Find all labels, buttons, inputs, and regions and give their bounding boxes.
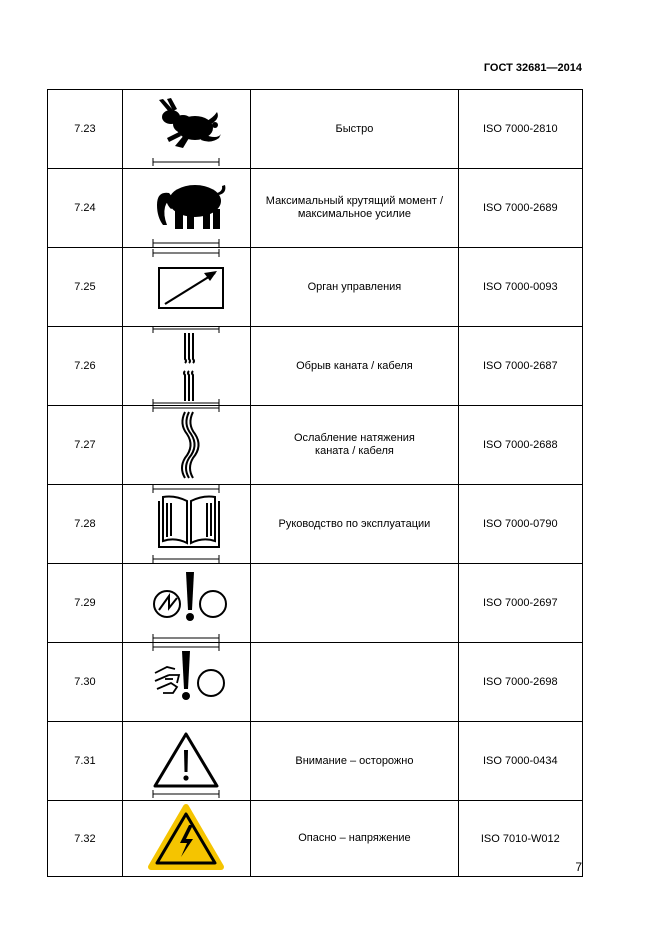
document-header: ГОСТ 32681—2014 [483, 62, 582, 74]
table-row [48, 406, 583, 485]
row-reference: ISO 7000-2688 [458, 406, 582, 485]
row-reference: ISO 7010-W012 [458, 801, 582, 877]
row-description: Руководство по эксплуатации [278, 517, 431, 530]
row-description: Быстро [335, 122, 374, 135]
row-description: Опасно – напряжение [298, 832, 411, 844]
row-reference: ISO 7000-2689 [458, 169, 582, 248]
rope-slack-icon [123, 406, 249, 484]
row-reference: ISO 7000-2697 [458, 564, 582, 643]
row-reference: ISO 7000-0434 [458, 722, 582, 801]
manual-book-icon [123, 485, 249, 563]
row-number: 7.32 [48, 801, 123, 877]
row-reference: ISO 7000-2687 [458, 327, 582, 406]
row-number: 7.25 [48, 248, 123, 327]
rabbit-icon [123, 90, 249, 168]
table-row [48, 327, 583, 406]
table-row [48, 564, 583, 643]
row-number: 7.28 [48, 485, 123, 564]
row-description: Орган управления [307, 280, 402, 293]
row-description: максимальное усилие [297, 208, 411, 220]
row-description: Ослабление натяжения [293, 432, 415, 444]
row-number: 7.23 [48, 90, 123, 169]
row-reference: ISO 7000-0790 [458, 485, 582, 564]
table-row [48, 722, 583, 801]
table-row [48, 801, 583, 877]
control-arrow-icon [123, 248, 249, 326]
row-number: 7.30 [48, 643, 123, 722]
row-description: Обрыв каната / кабеля [296, 359, 413, 372]
row-number: 7.26 [48, 327, 123, 406]
symbols-table [47, 89, 583, 877]
elephant-icon [123, 169, 249, 247]
row-reference: ISO 7000-2810 [458, 90, 582, 169]
row-number: 7.27 [48, 406, 123, 485]
row-number: 7.24 [48, 169, 123, 248]
table-row [48, 90, 583, 169]
row-number: 7.29 [48, 564, 123, 643]
hand-warning-icon [123, 643, 249, 721]
high-voltage-icon [123, 801, 249, 876]
caution-triangle-icon [123, 722, 249, 800]
row-reference: ISO 7000-2698 [458, 643, 582, 722]
motor-warning-icon [123, 564, 249, 642]
table-row [48, 169, 583, 248]
row-number: 7.31 [48, 722, 123, 801]
page-number: 7 [575, 860, 582, 874]
row-description: Внимание – осторожно [295, 754, 414, 767]
row-description: каната / кабеля [315, 445, 394, 457]
table-row [48, 643, 583, 722]
row-description: Максимальный крутящий момент / [265, 195, 444, 207]
table-row [48, 485, 583, 564]
row-reference: ISO 7000-0093 [458, 248, 582, 327]
table-row [48, 248, 583, 327]
rope-break-icon [123, 327, 249, 405]
